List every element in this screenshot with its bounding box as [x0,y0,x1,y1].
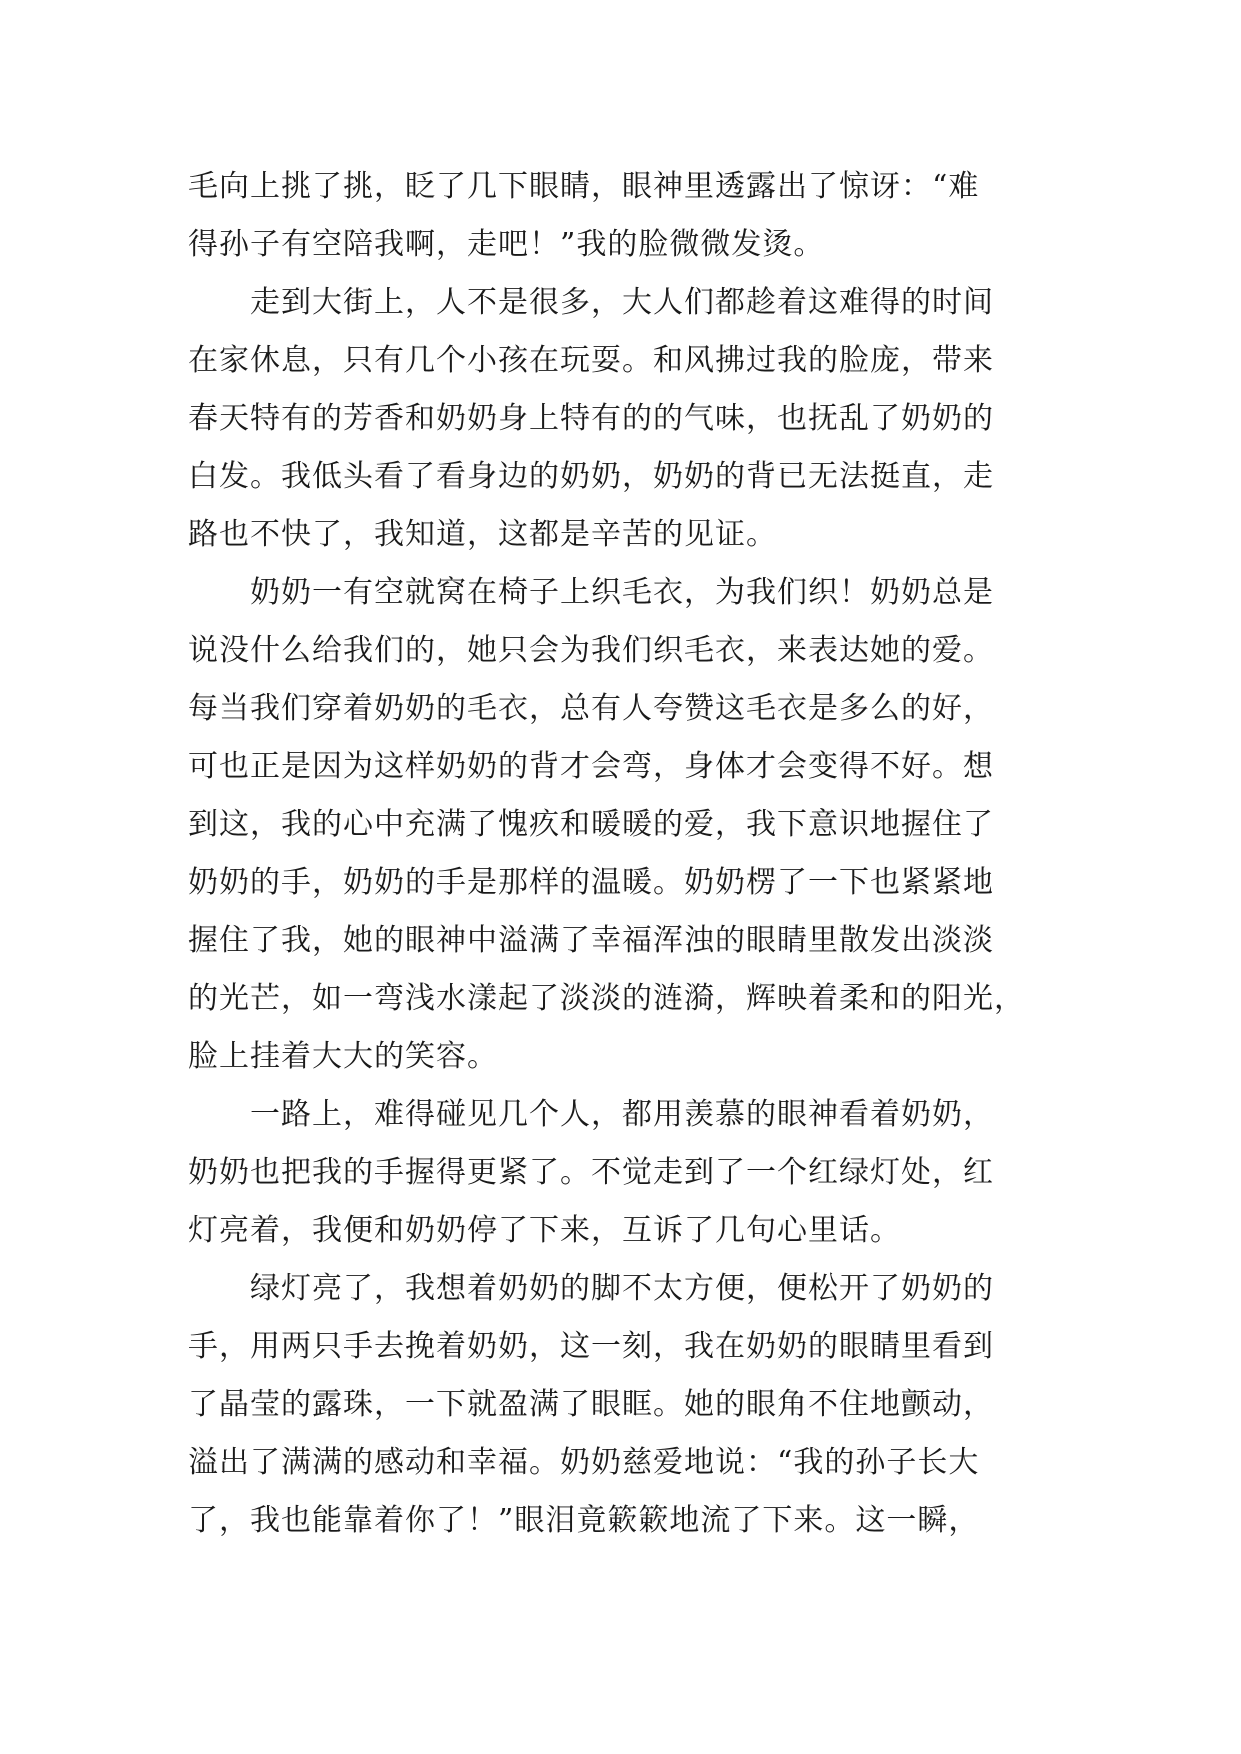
text-line: 得孙子有空陪我啊，走吧！”我的脸微微发烫。 [188,227,825,262]
text-line: 可也正是因为这样奶奶的背才会弯，身体才会变得不好。想 [188,749,994,784]
text-line: 奶奶也把我的手握得更紧了。不觉走到了一个红绿灯处，红 [188,1155,994,1190]
text-line: 毛向上挑了挑，眨了几下眼睛，眼神里透露出了惊讶：“难 [188,169,980,204]
text-line: 了晶莹的露珠，一下就盈满了眼眶。她的眼角不住地颤动， [188,1387,994,1422]
text-line: 一路上，难得碰见几个人，都用羡慕的眼神看着奶奶， [188,1097,994,1132]
text-line: 脸上挂着大大的笑容。 [188,1039,498,1074]
text-line: 奶奶一有空就窝在椅子上织毛衣，为我们织！奶奶总是 [188,575,994,610]
text-line: 手，用两只手去挽着奶奶，这一刻，我在奶奶的眼睛里看到 [188,1329,994,1364]
text-line: 在家休息，只有几个小孩在玩耍。和风拂过我的脸庞，带来 [188,343,994,378]
text-line: 路也不快了，我知道，这都是辛苦的见证。 [188,517,777,552]
text-line: 的光芒，如一弯浅水漾起了淡淡的涟漪，辉映着柔和的阳光， [188,981,1025,1016]
text-line: 绿灯亮了，我想着奶奶的脚不太方便，便松开了奶奶的 [188,1271,994,1306]
text-line: 到这，我的心中充满了愧疚和暖暖的爱，我下意识地握住了 [188,807,994,842]
text-line: 白发。我低头看了看身边的奶奶，奶奶的背已无法挺直，走 [188,459,994,494]
text-line: 握住了我，她的眼神中溢满了幸福浑浊的眼睛里散发出淡淡 [188,923,994,958]
text-line: 奶奶的手，奶奶的手是那样的温暖。奶奶楞了一下也紧紧地 [188,865,994,900]
text-line: 春天特有的芳香和奶奶身上特有的的气味，也抚乱了奶奶的 [188,401,994,436]
text-line: 溢出了满满的感动和幸福。奶奶慈爱地说：“我的孙子长大 [188,1445,980,1480]
document-page [188,158,1068,1550]
text-line: 了，我也能靠着你了！”眼泪竟簌簌地流了下来。这一瞬， [188,1503,980,1538]
text-line: 说没什么给我们的，她只会为我们织毛衣，来表达她的爱。 [188,633,994,668]
text-line: 灯亮着，我便和奶奶停了下来，互诉了几句心里话。 [188,1213,901,1248]
text-line: 每当我们穿着奶奶的毛衣，总有人夸赞这毛衣是多么的好， [188,691,994,726]
text-line: 走到大街上，人不是很多，大人们都趁着这难得的时间 [188,285,994,320]
